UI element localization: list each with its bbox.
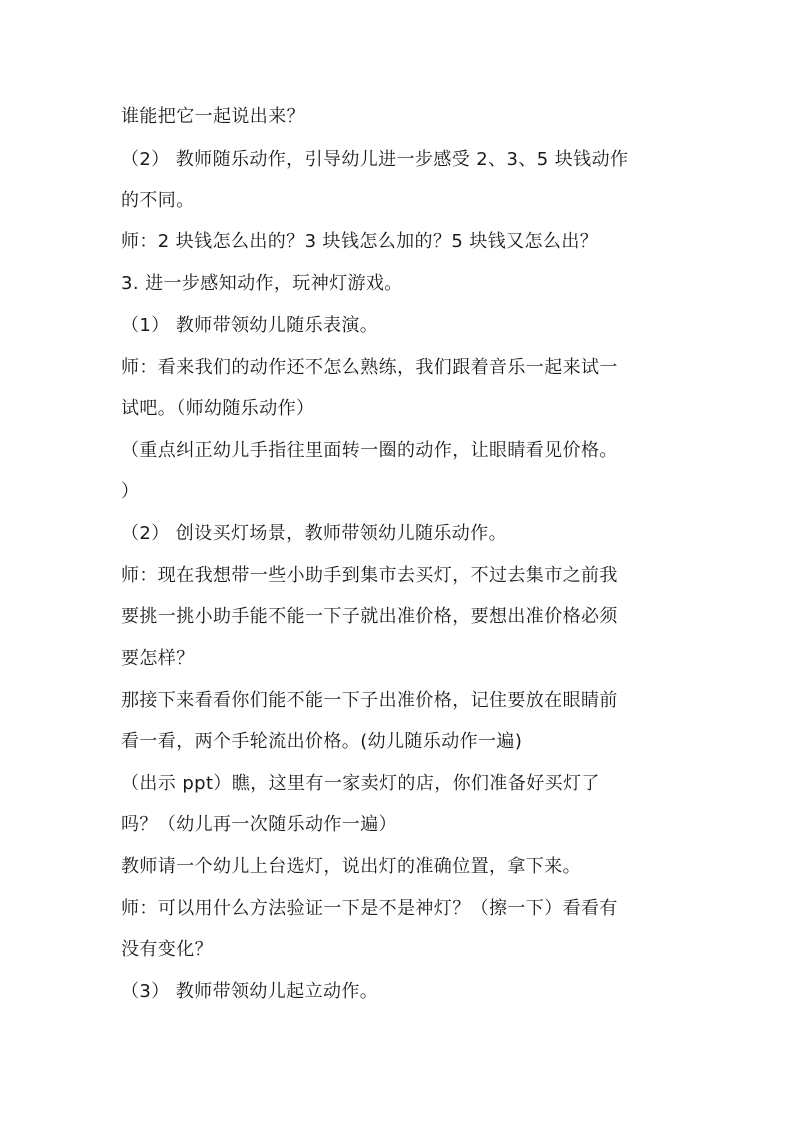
text-line: 看一看，两个手轮流出价格。(幼儿随乐动作一遍) <box>121 731 523 752</box>
text-line: （1） 教师带领幼儿随乐表演。 <box>121 315 379 336</box>
text-line: 师：2 块钱怎么出的？3 块钱怎么加的？5 块钱又怎么出？ <box>121 231 599 252</box>
text-line: 吗？（幼儿再一次随乐动作一遍） <box>121 814 397 835</box>
text-line: （出示 ppt）瞧，这里有一家卖灯的店，你们准备好买灯了 <box>121 773 600 794</box>
text-line: 要怎样？ <box>121 648 195 669</box>
text-line: （2） 教师随乐动作，引导幼儿进一步感受 2、3、5 块钱动作 <box>121 149 629 170</box>
text-line: 师：现在我想带一些小助手到集市去买灯，不过去集市之前我 <box>121 565 618 586</box>
text-line: 没有变化？ <box>121 939 213 960</box>
text-line: 要挑一挑小助手能不能一下子就出准价格，要想出准价格必须 <box>121 606 618 627</box>
text-line: 师：可以用什么方法验证一下是不是神灯？（擦一下）看看有 <box>121 898 618 919</box>
text-line: （重点纠正幼儿手指往里面转一圈的动作，让眼睛看见价格。 <box>121 440 618 461</box>
text-line: 谁能把它一起说出来？ <box>121 106 305 127</box>
text-line: 师：看来我们的动作还不怎么熟练，我们跟着音乐一起来试一 <box>121 357 618 378</box>
text-line: 教师请一个幼儿上台选灯，说出灯的准确位置，拿下来。 <box>121 856 581 877</box>
text-line: 那接下来看看你们能不能一下子出准价格，记住要放在眼睛前 <box>121 690 618 711</box>
text-line: （3） 教师带领幼儿起立动作。 <box>121 981 379 1002</box>
text-line: 试吧。（师幼随乐动作） <box>121 398 315 419</box>
text-line: ） <box>121 481 140 502</box>
text-line: （2） 创设买灯场景，教师带领幼儿随乐动作。 <box>121 523 507 544</box>
text-line: 的不同。 <box>121 190 195 211</box>
text-line: 3. 进一步感知动作，玩神灯游戏。 <box>121 273 403 294</box>
